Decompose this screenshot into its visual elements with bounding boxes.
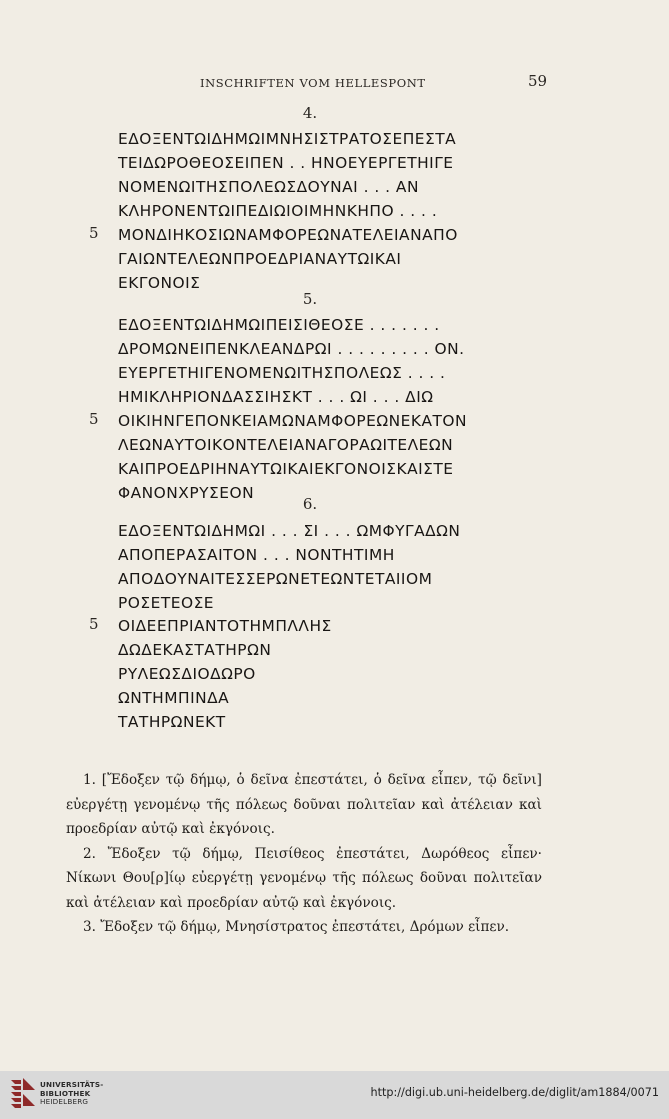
section-number-6: 6. — [302, 495, 318, 513]
transcription-paragraph-1: 1. [Ἔδοξεν τῷ δήμῳ, ὁ δεῖνα ἐπεστάτει, ὁ δεῖνα εἶπεν, τῷ δεῖνι] εὐεργέτῃ γενομένῳ τῆς πόλεως δοῦναι πολιτεῖαν καὶ ἀτέλειαν καὶ προεδρίαν αὐτῷ καὶ ἐκγόνοις. — [66, 772, 542, 837]
inscription-line: ΩΝΤΗΜΠΙΝΔΑ — [118, 689, 230, 707]
section-number-4: 4. — [302, 104, 318, 122]
inscription-line: ΤΑΤΗΡΩΝΕΚΤ — [118, 713, 226, 731]
transcription-paragraph-2: 2. Ἔδοξεν τῷ δήμῳ, Πεισίθεος ἐπεστάτει, Δωρόθεος εἶπεν· Νίκωνι Θου[ρ]ίῳ εὐεργέτῃ γενομένῳ τῆς πόλεως δοῦναι πολιτεῖαν καὶ ἀτέλειαν καὶ προεδρίαν αὐτῷ καὶ ἐκγόνοις. — [66, 845, 542, 911]
line-number-marker: 5 — [89, 410, 99, 428]
page-number: 59 — [528, 72, 548, 90]
inscription-line: ΑΠΟΔΟΥΝΑΙΤΕΣΣΕΡΩΝΕΤΕΩΝΤΕΤΑΙΙΟΜ — [118, 570, 433, 588]
inscription-line: ΕΥΕΡΓΕΤΗΙΓΕΝΟΜΕΝΩΙΤΗΣΠΟΛΕΩΣ . . . . — [118, 364, 446, 382]
transcription-block — [66, 768, 542, 940]
library-seal-icon — [8, 1073, 40, 1113]
inscription-line: ΤΕΙΔΩΡΟΘΕΟΣΕΙΠΕΝ . . ΗΝΟΕΥΕΡΓΕΤΗΙΓΕ — [118, 154, 454, 172]
inscription-line: ΑΠΟΠΕΡΑΣΑΙΤΟΝ . . . ΝΟΝΤΗΤΙΜΗ — [118, 546, 395, 564]
inscription-line: ΟΙΔΕΕΠΡΙΑΝΤΟΤΗΜΠΛΛΗΣ — [118, 617, 332, 635]
inscription-line: ΔΡΟΜΩΝΕΙΠΕΝΚΛΕΑΝΔΡΩΙ . . . . . . . . . ΟΝ. — [118, 340, 465, 358]
inscription-line: ΓΑΙΩΝΤΕΛΕΩΝΠΡΟΕΔΡΙΑΝΑΥΤΩΙΚΑΙ — [118, 250, 402, 268]
inscription-line: ΗΜΙΚΛΗΡΙΟΝΔΑΣΣΙΗΣΚΤ . . . ΩΙ . . . ΔΙΩ — [118, 388, 434, 406]
library-name-line: HEIDELBERG — [40, 1097, 89, 1107]
inscription-line: ΛΕΩΝΑΥΤΟΙΚΟΝΤΕΛΕΙΑΝΑΓΟΡΑΩΙΤΕΛΕΩΝ — [118, 436, 454, 454]
section-number-5: 5. — [302, 290, 318, 308]
inscription-line: ΜΟΝΔΙΗΚΟΣΙΩΝΑΜΦΟΡΕΩΝΑΤΕΛΕΙΑΝΑΠΟ — [118, 226, 458, 244]
inscription-line: ΕΔΟΞΕΝΤΩΙΔΗΜΩΙΜΝΗΣΙΣΤΡΑΤΟΣΕΠΕΣΤΑ — [118, 130, 457, 148]
inscription-line: ΡΥΛΕΩΣΔΙΟΔΩΡΟ — [118, 665, 256, 683]
library-name — [40, 1081, 103, 1107]
inscription-line: ΦΑΝΟΝΧΡΥΣΕΟΝ — [118, 484, 255, 502]
inscription-line: ΕΔΟΞΕΝΤΩΙΔΗΜΩΙΠΕΙΣΙΘΕΟΣΕ . . . . . . . — [118, 316, 440, 334]
inscription-line: ΕΔΟΞΕΝΤΩΙΔΗΜΩΙ . . . ΣΙ . . . ΩΜΦΥΓΑΔΩΝ — [118, 522, 461, 540]
library-name-line: BIBLIOTHEK — [40, 1088, 91, 1098]
running-header: INSCHRIFTEN VOM HELLESPONT — [200, 76, 426, 90]
inscription-line: ΟΙΚΙΗΝΓΕΠΟΝΚΕΙΑΜΩΝΑΜΦΟΡΕΩΝΕΚΑΤΟΝ — [118, 412, 467, 430]
library-name-line: UNIVERSITÄTS- — [40, 1080, 104, 1089]
inscription-line: ΝΟΜΕΝΩΙΤΗΣΠΟΛΕΩΣΔΟΥΝΑΙ . . . ΑΝ — [118, 178, 419, 196]
line-number-marker: 5 — [89, 224, 99, 242]
inscription-line: ΕΚΓΟΝΟΙΣ — [118, 274, 201, 292]
transcription-paragraph-3: 3. Ἔδοξεν τῷ δήμῳ, Μνησίστρατος ἐπεστάτει, Δρόμων εἶπεν. — [83, 919, 510, 935]
source-url-link[interactable]: http://digi.ub.uni-heidelberg.de/diglit/am1884/0071 — [370, 1086, 659, 1099]
inscription-line: ΡΟΣΕΤΕΟΣΕ — [118, 594, 215, 612]
inscription-line: ΔΩΔΕΚΑΣΤΑΤΗΡΩΝ — [118, 641, 272, 659]
line-number-marker: 5 — [89, 615, 99, 633]
inscription-line: ΚΑΙΠΡΟΕΔΡΙΗΝΑΥΤΩΙΚΑΙΕΚΓΟΝΟΙΣΚΑΙΣΤΕ — [118, 460, 454, 478]
inscription-line: ΚΛΗΡΟΝΕΝΤΩΙΠΕΔΙΩΙΟΙΜΗΝΚΗΠΟ . . . . — [118, 202, 438, 220]
